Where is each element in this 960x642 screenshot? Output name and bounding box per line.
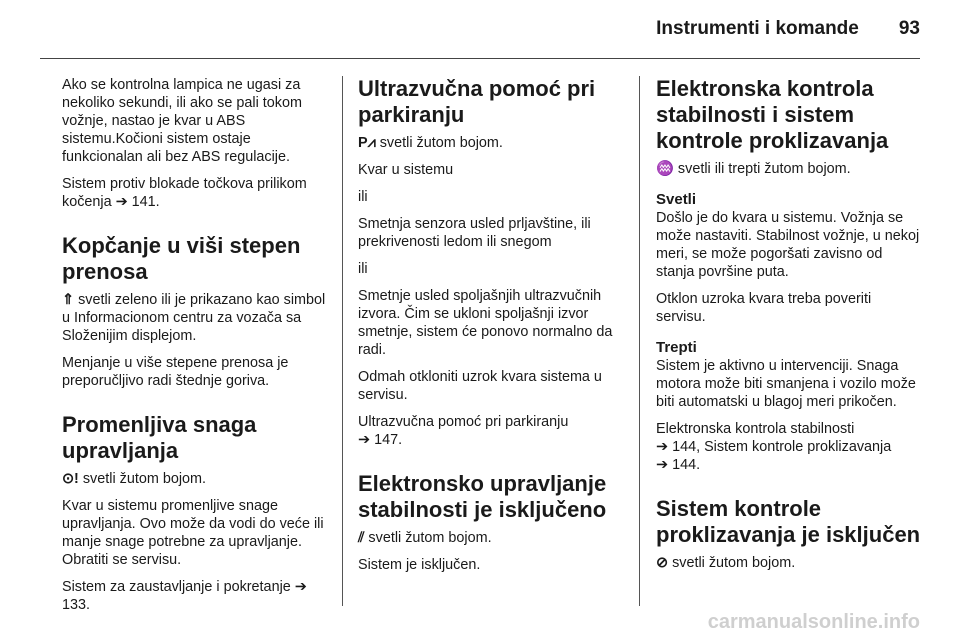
parking-paragraph-4: Odmah otkloniti uzrok kvara sistema u servisu. — [358, 369, 602, 403]
header-rule — [40, 58, 920, 59]
watermark: carmanualsonline.info — [707, 611, 920, 633]
parking-paragraph-3: Smetnje usled spoljašnjih ultrazvučnih izvora. Čim se ukloni spoljašnji izvor smetnje, sistem će ponovo normalno da radi. — [358, 288, 613, 358]
arrow-icon: ➔ — [656, 457, 669, 473]
parking-or-1: ili — [358, 189, 368, 205]
steering-paragraph: ⊙! svetli žutom bojom. — [62, 471, 207, 487]
shift-paragraph-2: Menjanje u više stepene prenosa je preporučljivo radi štednje goriva. — [62, 355, 289, 389]
parking-or-2: ili — [358, 261, 368, 277]
esc-indicator-paragraph: ♒ svetli ili trepti žutom bojom. — [656, 161, 851, 177]
abs-paragraph: Ako se kontrolna lampica ne ugasi za nekoliko sekundi, ili ako se pali tokom vožnje, nastao je kvar u ABS sistemu.Kočioni sistem ostaje funkcionalan ali bez ABS regulacije. — [62, 77, 302, 165]
tc-off-heading: Sistem kontrole proklizavanja je isključen — [656, 496, 921, 547]
esc-icon: ♒ — [656, 161, 674, 177]
trepti-paragraph-1: Sistem je aktivno u intervenciji. Snaga motora može biti smanjena i vozilo može biti automatski u blagoj meri prikočen. — [656, 358, 916, 410]
tc-off-icon: ⊘ — [656, 555, 669, 571]
page-title: Instrumenti i komande — [656, 18, 859, 39]
arrow-icon: ➔ — [656, 439, 669, 455]
esc-off-indicator-paragraph: ⫽ svetli žutom bojom. — [358, 530, 492, 546]
parking-assist-icon: P⩘ — [358, 135, 376, 151]
shift-paragraph: ⇑ svetli zeleno ili je prikazano kao simbol u Informacionom centru za vozača sa Složenijim displejom. — [62, 292, 326, 344]
trepti-paragraph-2: Elektronska kontrola stabilnosti ➔ 144, Sistem kontrole proklizavanja ➔ 144. — [656, 421, 892, 473]
arrow-icon: ➔ — [358, 432, 371, 448]
tc-off-indicator-paragraph: ⊘ svetli žutom bojom. — [656, 555, 796, 571]
parking-indicator-paragraph: P⩘ svetli žutom bojom. — [358, 135, 503, 151]
parking-paragraph-5: Ultrazvučna pomoć pri parkiranju ➔ 147. — [358, 414, 569, 448]
steering-warning-icon: ⊙! — [62, 471, 79, 487]
shift-heading: Kopčanje u viši stepen prenosa — [62, 233, 301, 284]
parking-heading: Ultrazvučna pomoć pri parkiranju — [358, 76, 596, 127]
trepti-heading: Trepti — [656, 339, 697, 356]
upshift-icon: ⇑ — [62, 292, 75, 308]
page-header — [656, 18, 920, 48]
parking-paragraph-1: Kvar u sistemu — [358, 162, 454, 178]
column-3 — [656, 76, 924, 581]
column-1 — [62, 76, 330, 623]
svetli-heading: Svetli — [656, 191, 697, 208]
esc-off-icon: ⫽ — [358, 530, 365, 546]
steering-heading: Promenljiva snaga upravljanja — [62, 412, 257, 463]
column-divider-2 — [639, 76, 640, 606]
page-number: 93 — [898, 18, 920, 39]
arrow-icon: ➔ — [294, 579, 307, 595]
arrow-icon: ➔ — [115, 194, 128, 210]
esc-off-paragraph: Sistem je isključen. — [358, 557, 481, 573]
svetli-paragraph-2: Otklon uzroka kvara treba poveriti servisu. — [656, 291, 872, 325]
steering-paragraph-2: Kvar u sistemu promenljive snage upravljanja. Ovo može da vodi do veće ili manje snage potrebne za upravljanje. Obratiti se servisu. — [62, 498, 324, 568]
column-2 — [358, 76, 626, 583]
abs-ref-paragraph: Sistem protiv blokade točkova prilikom kočenja ➔ 141. — [62, 176, 307, 210]
esc-heading: Elektronska kontrola stabilnosti i sistem kontrole proklizavanja — [656, 76, 889, 153]
steering-paragraph-3: Sistem za zaustavljanje i pokretanje ➔ 133. — [62, 579, 307, 613]
svetli-paragraph-1: Došlo je do kvara u sistemu. Vožnja se može nastaviti. Stabilnost vožnje, u nekoj meri, se može pogoršati zavisno od stanja površine puta. — [656, 210, 920, 280]
column-divider-1 — [342, 76, 343, 606]
parking-paragraph-2: Smetnja senzora usled prljavštine, ili prekrivenosti ledom ili snegom — [358, 216, 591, 250]
esc-off-heading: Elektronsko upravljanje stabilnosti je isključeno — [358, 471, 607, 522]
